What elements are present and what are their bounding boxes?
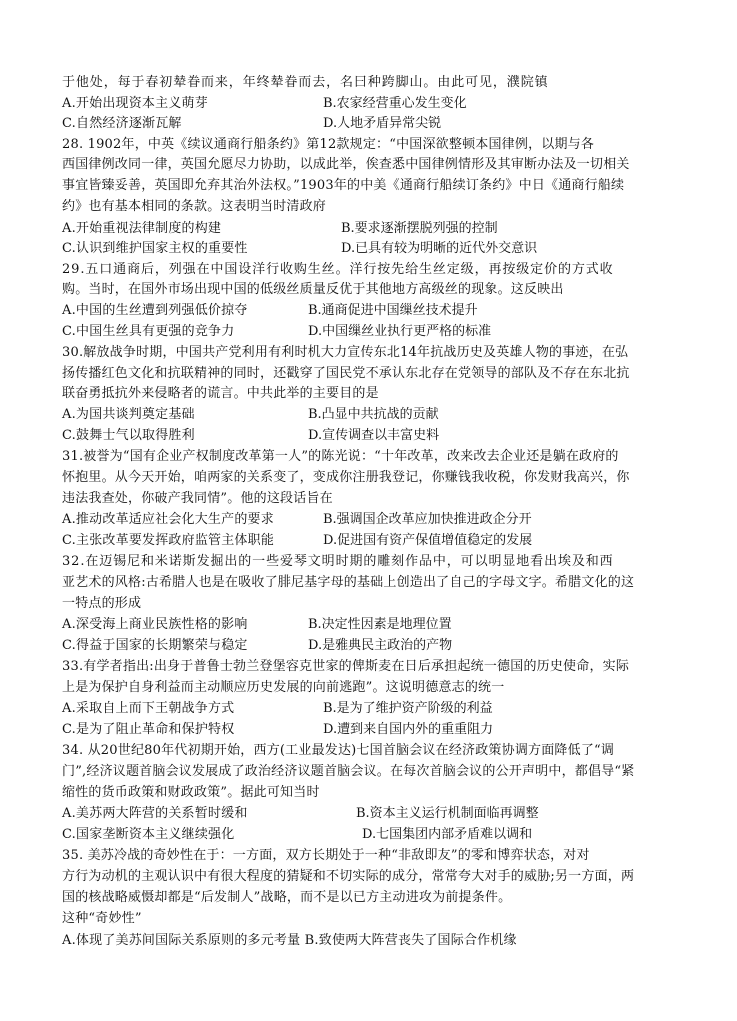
text-line: 国的核战略威慑却都是“后发制人”战略，而不是以已方主动进攻为前提条件。 [62, 890, 512, 905]
option-c: C.自然经济逐渐瓦解 [62, 116, 182, 131]
option-d: D.遭到来自国内外的重重阻力 [323, 722, 494, 737]
option-a: A.开始出现资本主义萌芽 [62, 96, 208, 111]
text-line: 于他处，每于春初辇眷而来，年终辇眷而去，名曰种跨脚山。由此可见，濮院镇 [62, 75, 549, 90]
text-line: 约》也有基本相同的条款。这表明当时清政府 [62, 199, 327, 214]
option-b: B.要求逐渐摆脱列强的控制 [341, 221, 498, 236]
option-d: D.已具有较为明晰的近代外交意识 [341, 241, 538, 256]
option-c: C.国家垄断资本主义继续强化 [62, 827, 235, 842]
option-a: A.深受海上商业民族性格的影响 [62, 617, 248, 632]
text-line: 29.五口通商后，列强在中国设洋行收购生丝。洋行按先给生丝定级，再按级定价的方式收 [62, 262, 614, 277]
text-line: A.体现了美苏间国际关系原则的多元考量 B.致使两大阵营丧失了国际合作机缘 [62, 933, 517, 948]
option-d: D.是雅典民主政治的产物 [308, 638, 453, 653]
text-line: 联奋勇抵抗外来侵略者的谎言。中共此举的主要目的是 [62, 386, 379, 401]
text-line: 上是为保护自身利益而主动顺应历史发展的向前逃跑”。这说明德意志的统一 [62, 680, 505, 695]
option-c: C.鼓舞士气以取得胜利 [62, 428, 195, 443]
option-b: B.强调国企改革应加快推进政企分开 [323, 512, 532, 527]
text-line: 门”,经济议题首脑会议发展成了政治经济议题首脑会议。在每次首脑会议的公开声明中，都倡导“紧 [62, 764, 635, 779]
option-c: C.中国生丝具有更强的竞争力 [62, 324, 235, 339]
option-d: D.人地矛盾异常尖锐 [323, 116, 442, 131]
option-c: C.认识到维护国家主权的重要性 [62, 241, 248, 256]
text-line: 怀抱里。从今天开始，咱两家的关系变了，变成你注册我登记，你赚钱我收税，你发财我高兴，你 [62, 470, 630, 485]
option-c: C.主张改革要发挥政府监管主体职能 [62, 533, 275, 548]
text-line: 这种“奇妙性” [62, 911, 142, 926]
text-line: 30.解放战争时期，中国共产党利用有利时机大力宣传东北14年抗战历史及英雄人物的事迹，在弘 [62, 345, 629, 360]
text-line: 31.被誉为“国有企业产权制度改革第一人”的陈光说：“十年改革，改来改去企业还是躺在政府的 [62, 449, 619, 464]
text-line: 违法我查处，你破产我同情”。他的这段话旨在 [62, 491, 333, 506]
option-d: D.促进国有资产保值增值稳定的发展 [323, 533, 533, 548]
option-c: C.得益于国家的长期繁荣与稳定 [62, 638, 248, 653]
option-a: A.为国共谈判奠定基础 [62, 407, 195, 422]
text-line: 34. 从20世纪80年代初期开始，西方(工业最发达)七国首脑会议在经济政策协调方面降低了“调 [62, 743, 615, 758]
text-line: 亚艺术的风格:古希腊人也是在吸收了腓尼基字母的基础上创造出了自己的字母文字。希腊文化的这 [62, 575, 635, 590]
option-b: B.是为了维护资产阶级的利益 [323, 701, 493, 716]
option-b: B.资本主义运行机制面临再调整 [356, 806, 539, 821]
option-d: D.七国集团内部矛盾难以调和 [362, 827, 533, 842]
option-b: B.决定性因素是地理位置 [308, 617, 452, 632]
option-c: C.是为了阻止革命和保护特权 [62, 722, 235, 737]
option-a: A.中国的生丝遭到列强低价掠夺 [62, 303, 248, 318]
text-line: 33.有学者指出:出身于普鲁士勃兰登堡容克世家的俾斯麦在日后承担起统一德国的历史使命，实际 [62, 659, 630, 674]
text-line: 扬传播红色文化和抗联精神的同时，还戳穿了国民党不承认东北存在党领导的部队及不存在东北抗 [62, 366, 630, 381]
text-line: 一特点的形成 [62, 596, 142, 611]
option-d: D.中国缫丝业执行更严格的标准 [308, 324, 492, 339]
text-line: 方行为动机的主观认识中有很大程度的猜疑和不切实际的成分，常常夸大对手的威胁;另一方面，两 [62, 869, 635, 884]
option-d: D.宣传调查以丰富史料 [308, 428, 440, 443]
text-line: 购。当时，在国外市场出现中国的低级丝质量反优于其他地方高级丝的现象。这反映出 [62, 282, 564, 297]
option-a: A.采取自上而下王朝战争方式 [62, 701, 235, 716]
option-a: A.开始重视法律制度的构建 [62, 221, 222, 236]
option-a: A.推动改革适应社会化大生产的要求 [62, 512, 274, 527]
text-line: 32.在迈锡尼和米诺斯发掘出的一些爱琴文明时期的雕刻作品中，可以明显地看出埃及和西 [62, 554, 614, 569]
text-line: 西国律例改同一律，英国允愿尽力协助，以成此举，俟查悉中国律例情形及其审断办法及一切相关 [62, 157, 630, 172]
text-line: 35. 美苏冷战的奇妙性在于：一方面，双方长期处于一种“非敌即友”的零和博弈状态，对对 [62, 848, 590, 863]
option-b: B.农家经营重心发生变化 [323, 96, 467, 111]
option-a: A.美苏两大阵营的关系暂时缓和 [62, 806, 248, 821]
text-line: 事宜皆臻妥善，英国即允弃其治外法权。”1903年的中美《通商行船续订条约》中日《通商行船续 [62, 178, 625, 193]
text-line: 28. 1902年，中英《续议通商行船条约》第12款规定：“中国深欲整顿本国律例，以期与各 [62, 137, 595, 152]
option-b: B.凸显中共抗战的贡献 [308, 407, 439, 422]
text-line: 缩性的货币政策和财政政策”。据此可知当时 [62, 785, 320, 800]
option-b: B.通商促进中国缫丝技术提升 [308, 303, 478, 318]
